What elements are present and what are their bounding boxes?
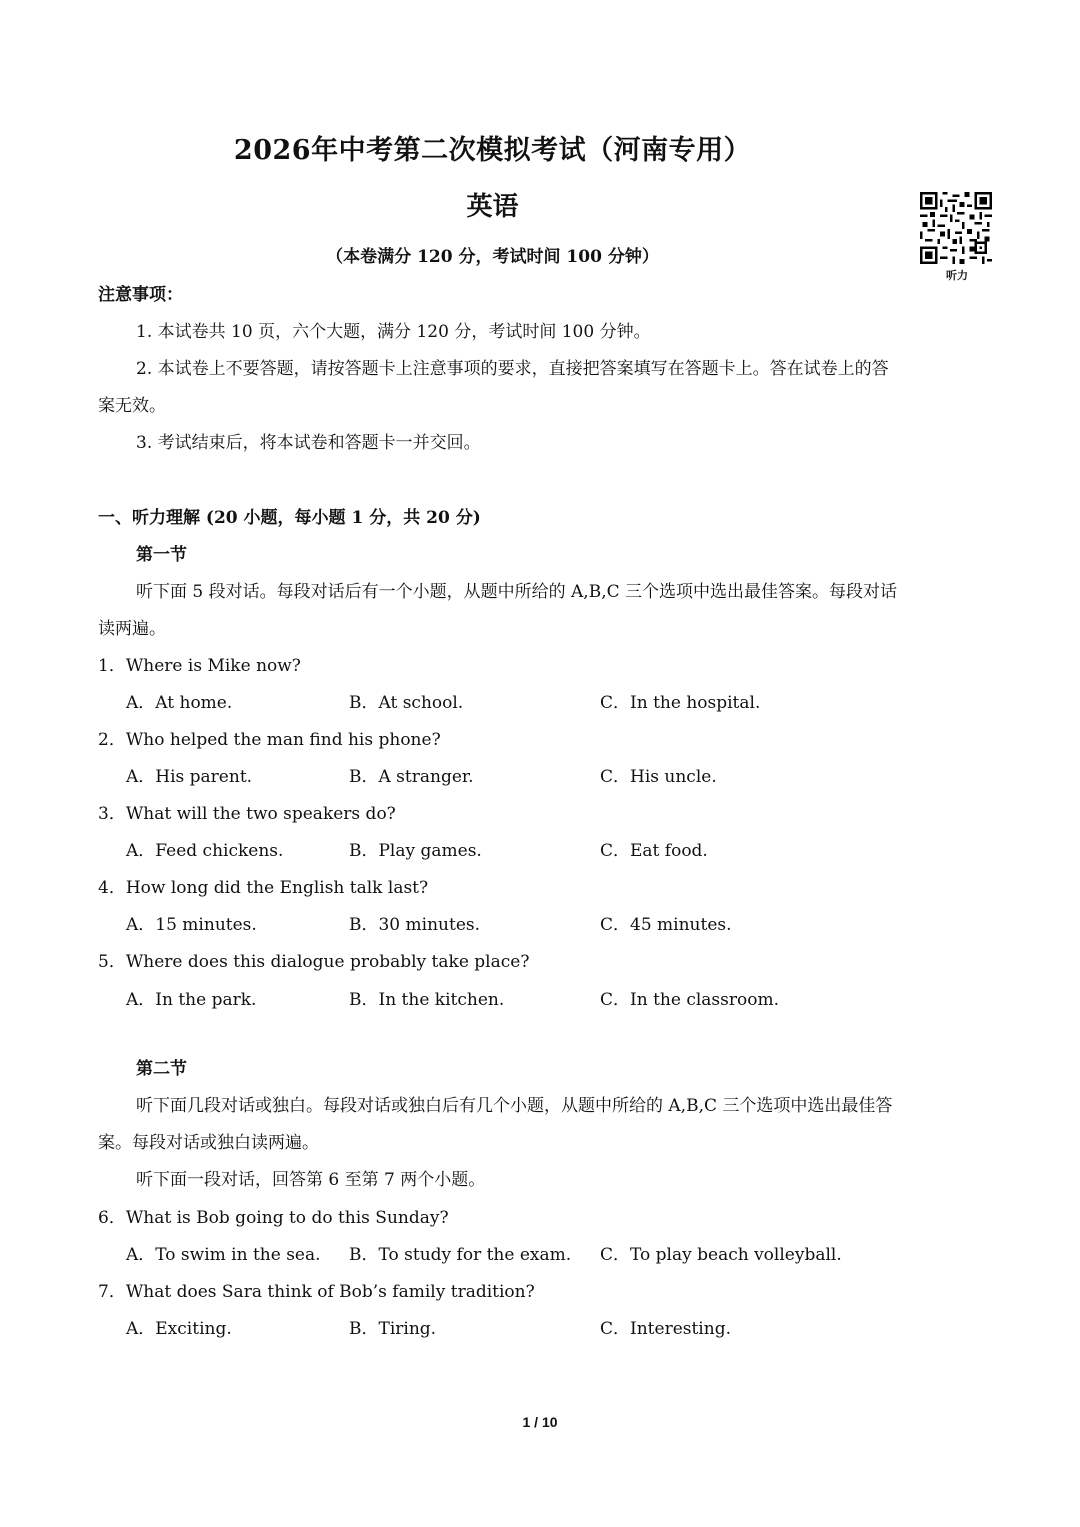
question-4: 4．How long did the English talk last?	[98, 878, 429, 898]
part-2-heading: 第二节	[136, 1059, 187, 1079]
question-6-option-c: C．To play beach volleyball.	[600, 1245, 842, 1265]
part-2-instructions-line-2: 案。每段对话或独白读两遍。	[98, 1133, 319, 1153]
question-7: 7．What does Sara think of Bob’s family tradition?	[98, 1282, 535, 1302]
question-5: 5．Where does this dialogue probably take place?	[98, 952, 530, 972]
question-4-option-a: A．15 minutes.	[126, 915, 257, 935]
notes-heading: 注意事项：	[98, 285, 183, 305]
exam-subject: 英语	[466, 192, 519, 222]
question-2-option-b: B．A stranger.	[349, 767, 474, 787]
question-3-option-a: A．Feed chickens.	[126, 841, 284, 861]
question-2: 2．Who helped the man find his phone?	[98, 730, 441, 750]
qr-caption: 听力	[946, 269, 968, 282]
score-info: （本卷满分 120 分，考试时间 100 分钟）	[326, 247, 659, 267]
qr-code-icon	[917, 192, 995, 264]
question-1: 1．Where is Mike now?	[98, 656, 301, 676]
question-7-option-b: B．Tiring.	[349, 1319, 437, 1339]
listening-qr-code[interactable]	[917, 192, 997, 283]
question-5-option-a: A．In the park.	[126, 990, 257, 1010]
notes-item-1: 1. 本试卷共 10 页，六个大题，满分 120 分，考试时间 100 分钟。	[136, 322, 651, 342]
exam-title: 2026年中考第二次模拟考试（河南专用）	[233, 135, 752, 166]
notes-item-3: 3. 考试结束后，将本试卷和答题卡一并交回。	[136, 433, 481, 453]
question-1-option-c: C．In the hospital.	[600, 693, 761, 713]
question-1-option-b: B．At school.	[349, 693, 464, 713]
part-1-instructions-line-1: 听下面 5 段对话。每段对话后有一个小题，从题中所给的 A,B,C 三个选项中选出最佳答案。每段对话	[136, 582, 898, 602]
question-3-option-b: B．Play games.	[349, 841, 482, 861]
question-5-option-b: B．In the kitchen.	[349, 990, 505, 1010]
question-3: 3．What will the two speakers do?	[98, 804, 396, 824]
notes-item-2-line-2: 案无效。	[98, 396, 166, 416]
question-6: 6．What is Bob going to do this Sunday?	[98, 1208, 449, 1228]
question-6-option-b: B．To study for the exam.	[349, 1245, 572, 1265]
question-6-option-a: A．To swim in the sea.	[126, 1245, 321, 1265]
question-3-option-c: C．Eat food.	[600, 841, 708, 861]
part-2-instructions-line-3: 听下面一段对话，回答第 6 至第 7 两个小题。	[136, 1170, 486, 1190]
question-4-option-b: B．30 minutes.	[349, 915, 481, 935]
question-7-option-c: C．Interesting.	[600, 1319, 731, 1339]
part-1-instructions-line-2: 读两遍。	[98, 619, 166, 639]
question-2-option-a: A．His parent.	[126, 767, 253, 787]
question-5-option-c: C．In the classroom.	[600, 990, 779, 1010]
section-heading: 一、听力理解 (20 小题，每小题 1 分，共 20 分)	[98, 508, 481, 528]
question-7-option-a: A．Exciting.	[126, 1319, 232, 1339]
question-1-option-a: A．At home.	[126, 693, 233, 713]
part-2-instructions-line-1: 听下面几段对话或独白。每段对话或独白后有几个小题，从题中所给的 A,B,C 三个选项中选出最佳答	[136, 1096, 893, 1116]
question-4-option-c: C．45 minutes.	[600, 915, 732, 935]
page-number: 1 / 10	[522, 1414, 558, 1430]
question-2-option-c: C．His uncle.	[600, 767, 717, 787]
part-1-heading: 第一节	[136, 545, 187, 565]
notes-item-2-line-1: 2. 本试卷上不要答题，请按答题卡上注意事项的要求，直接把答案填写在答题卡上。答在试卷上的答	[136, 359, 889, 379]
